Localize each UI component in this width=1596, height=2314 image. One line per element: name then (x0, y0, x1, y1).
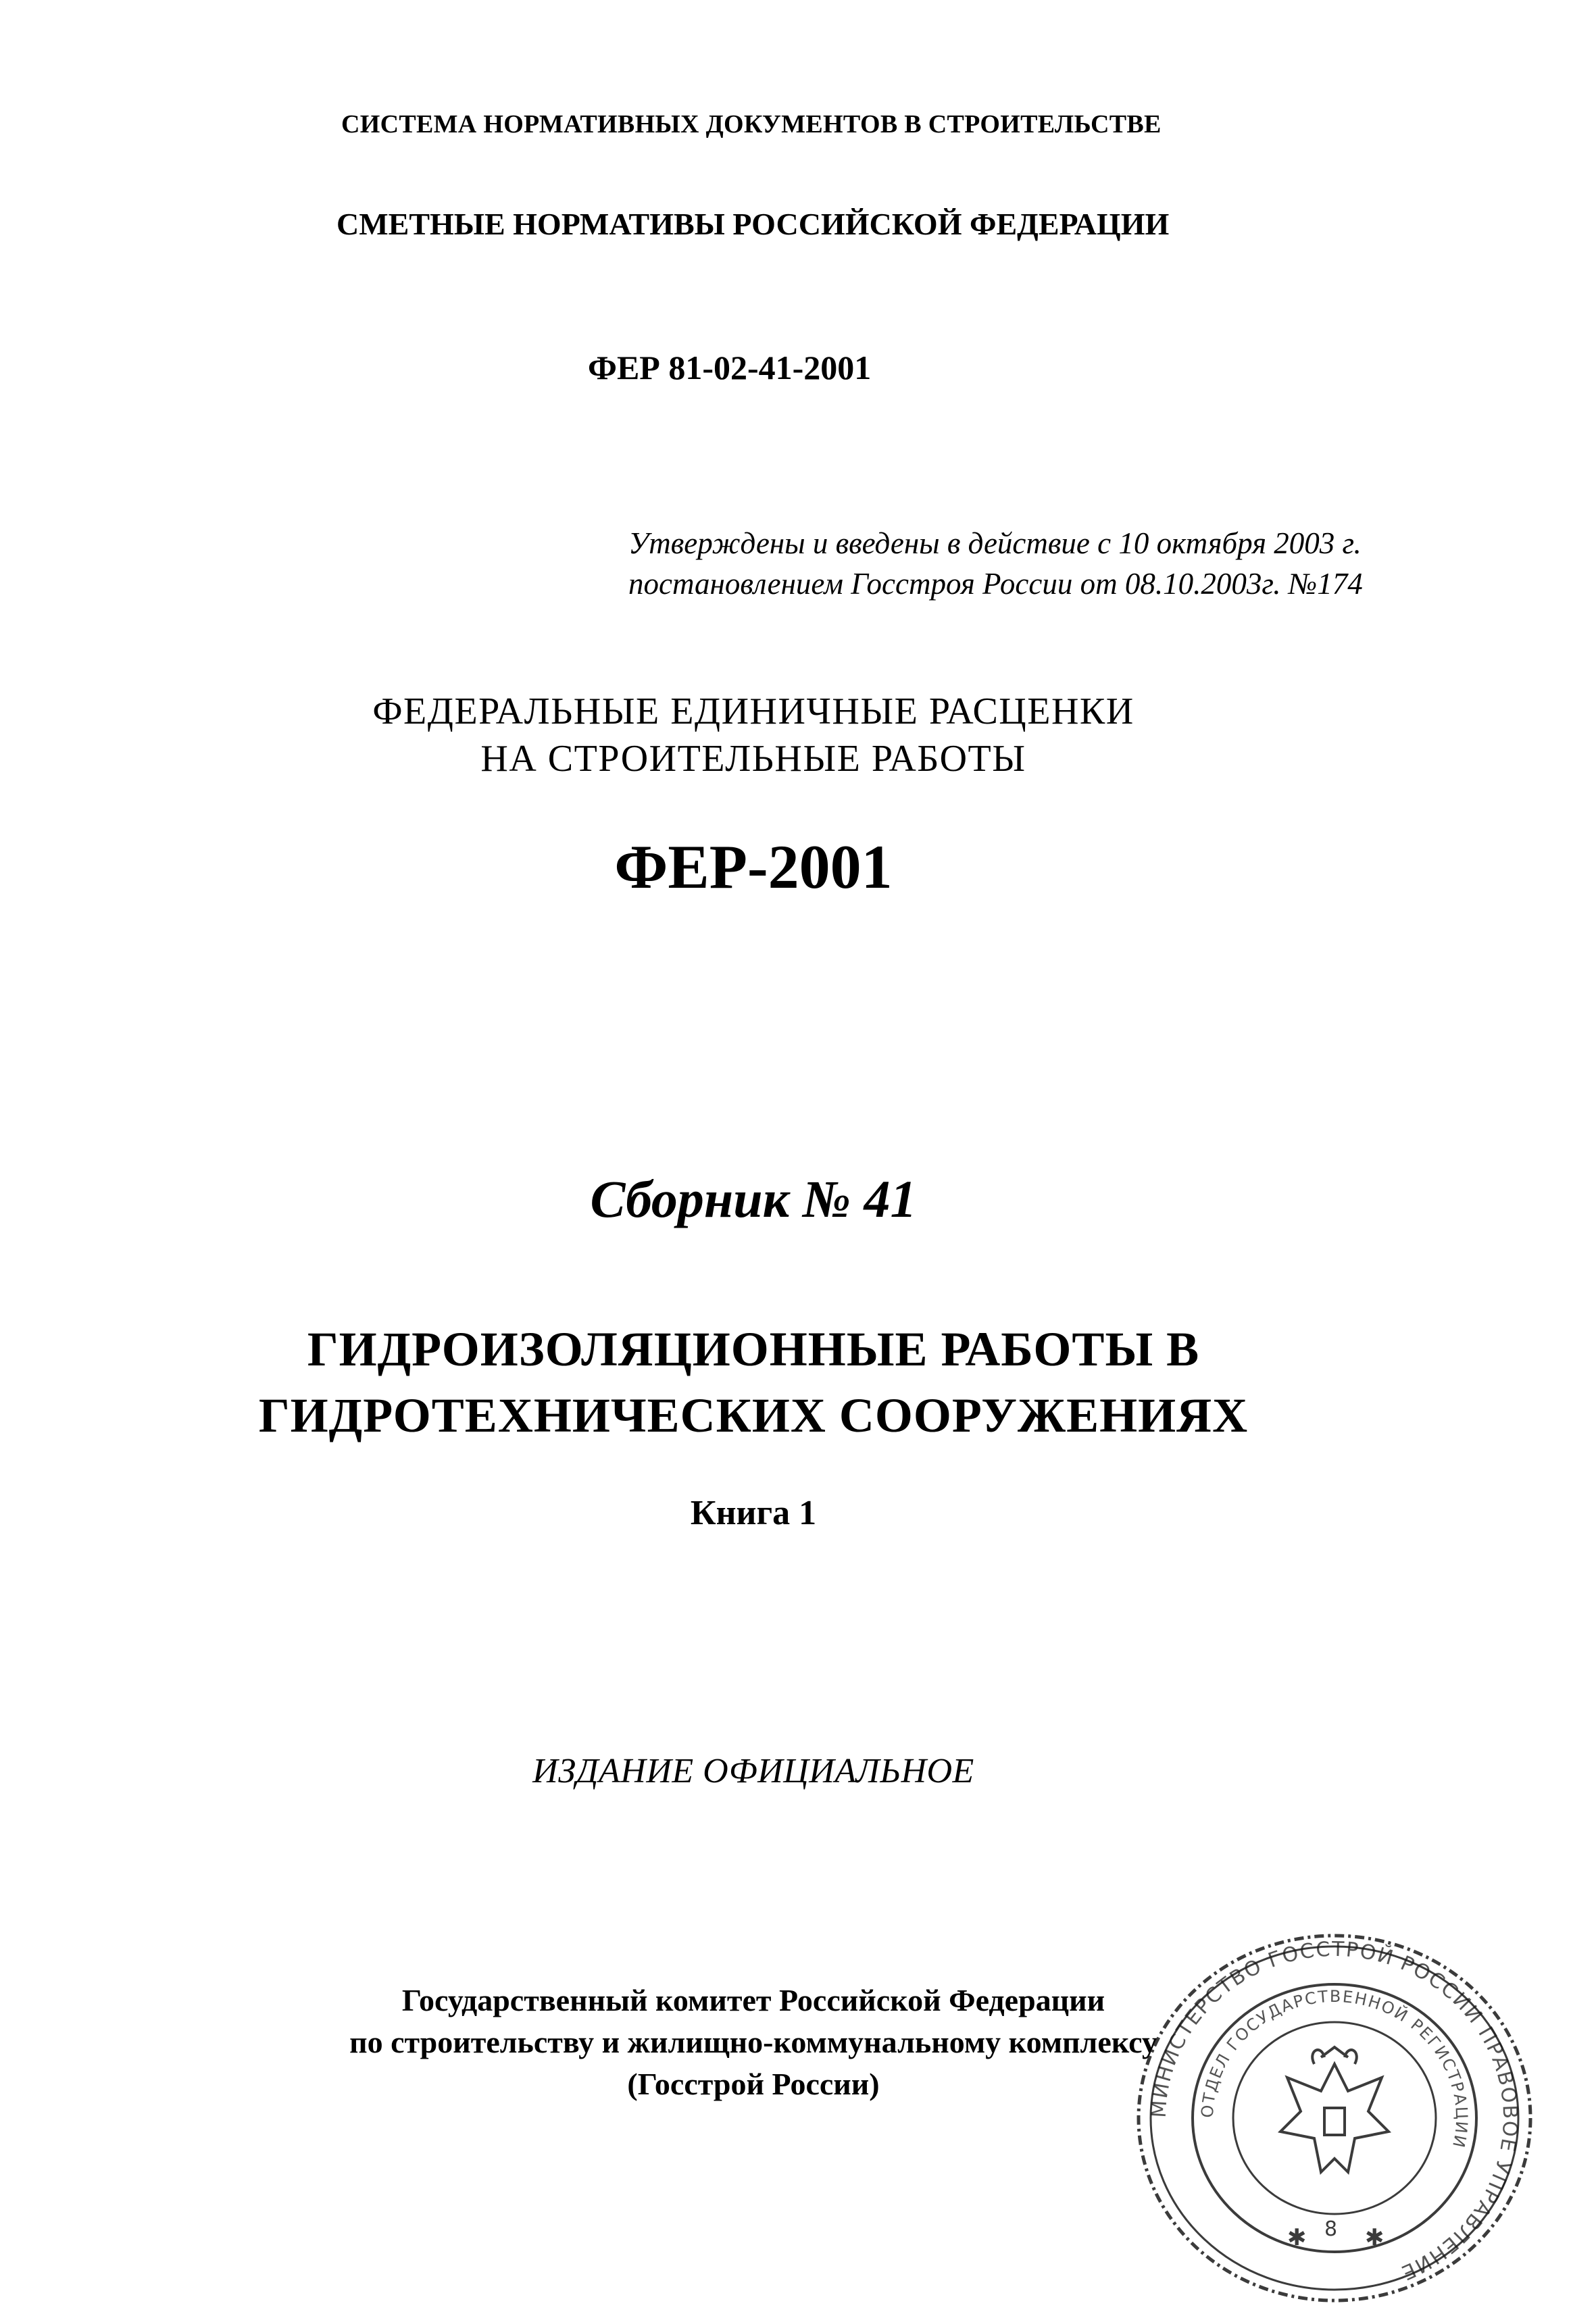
edition-label: ИЗДАНИЕ ОФИЦИАЛЬНОЕ (532, 1752, 974, 1790)
stamp-star-icon: ✱ (1365, 2224, 1385, 2251)
federal-rates-line-2: НА СТРОИТЕЛЬНЫЕ РАБОТЫ (480, 738, 1026, 780)
collection-number: Сборник № 41 (590, 1169, 917, 1228)
book-number: Книга 1 (690, 1494, 817, 1532)
federal-rates-line-1: ФЕДЕРАЛЬНЫЕ ЕДИНИЧНЫЕ РАСЦЕНКИ (372, 690, 1134, 732)
official-stamp-icon (1118, 1929, 1551, 2307)
svg-text:ОТДЕЛ ГОСУДАРСТВЕННОЙ РЕГИСТРА (1198, 1987, 1472, 2150)
main-title (0, 1316, 1507, 1449)
approval-line-1: Утверждены и введены в действие с 10 октября 2003 г. (628, 526, 1362, 560)
publisher-line-1: Государственный комитет Российской Федерации (401, 1983, 1105, 2017)
double-headed-eagle-icon (1280, 2047, 1389, 2172)
publisher-line-2: по строительству и жилищно-коммунальному комплексу (349, 2025, 1157, 2059)
stamp-star-icon: 8 (1324, 2217, 1338, 2241)
norms-header: СМЕТНЫЕ НОРМАТИВЫ РОССИЙСКОЙ ФЕДЕРАЦИИ (336, 207, 1170, 241)
fer-2001-title: ФЕР-2001 (614, 832, 893, 901)
main-title-line-2: ГИДРОТЕХНИЧЕСКИХ СООРУЖЕНИЯХ (258, 1388, 1249, 1442)
stamp-inner-text: ОТДЕЛ ГОСУДАРСТВЕННОЙ РЕГИСТРАЦИИ (1197, 1986, 1472, 2150)
stamp-outer-text: МИНИСТЕРСТВО ГОССТРОЙ РОССИИ ПРАВОВОЕ УПРАВЛЕНИЕ (1147, 1937, 1522, 2285)
stamp-star-icon: ✱ (1287, 2224, 1307, 2251)
publisher-line-3: (Госстрой России) (627, 2067, 880, 2101)
federal-rates-title (0, 688, 1507, 782)
system-header: СИСТЕМА НОРМАТИВНЫХ ДОКУМЕНТОВ В СТРОИТЕЛЬСТВЕ (341, 110, 1162, 139)
document-code: ФЕР 81-02-41-2001 (588, 349, 872, 386)
main-title-line-1: ГИДРОИЗОЛЯЦИОННЫЕ РАБОТЫ В (307, 1322, 1200, 1376)
approval-line-2: постановлением Госстроя России от 08.10.2003г. №174 (628, 567, 1363, 601)
